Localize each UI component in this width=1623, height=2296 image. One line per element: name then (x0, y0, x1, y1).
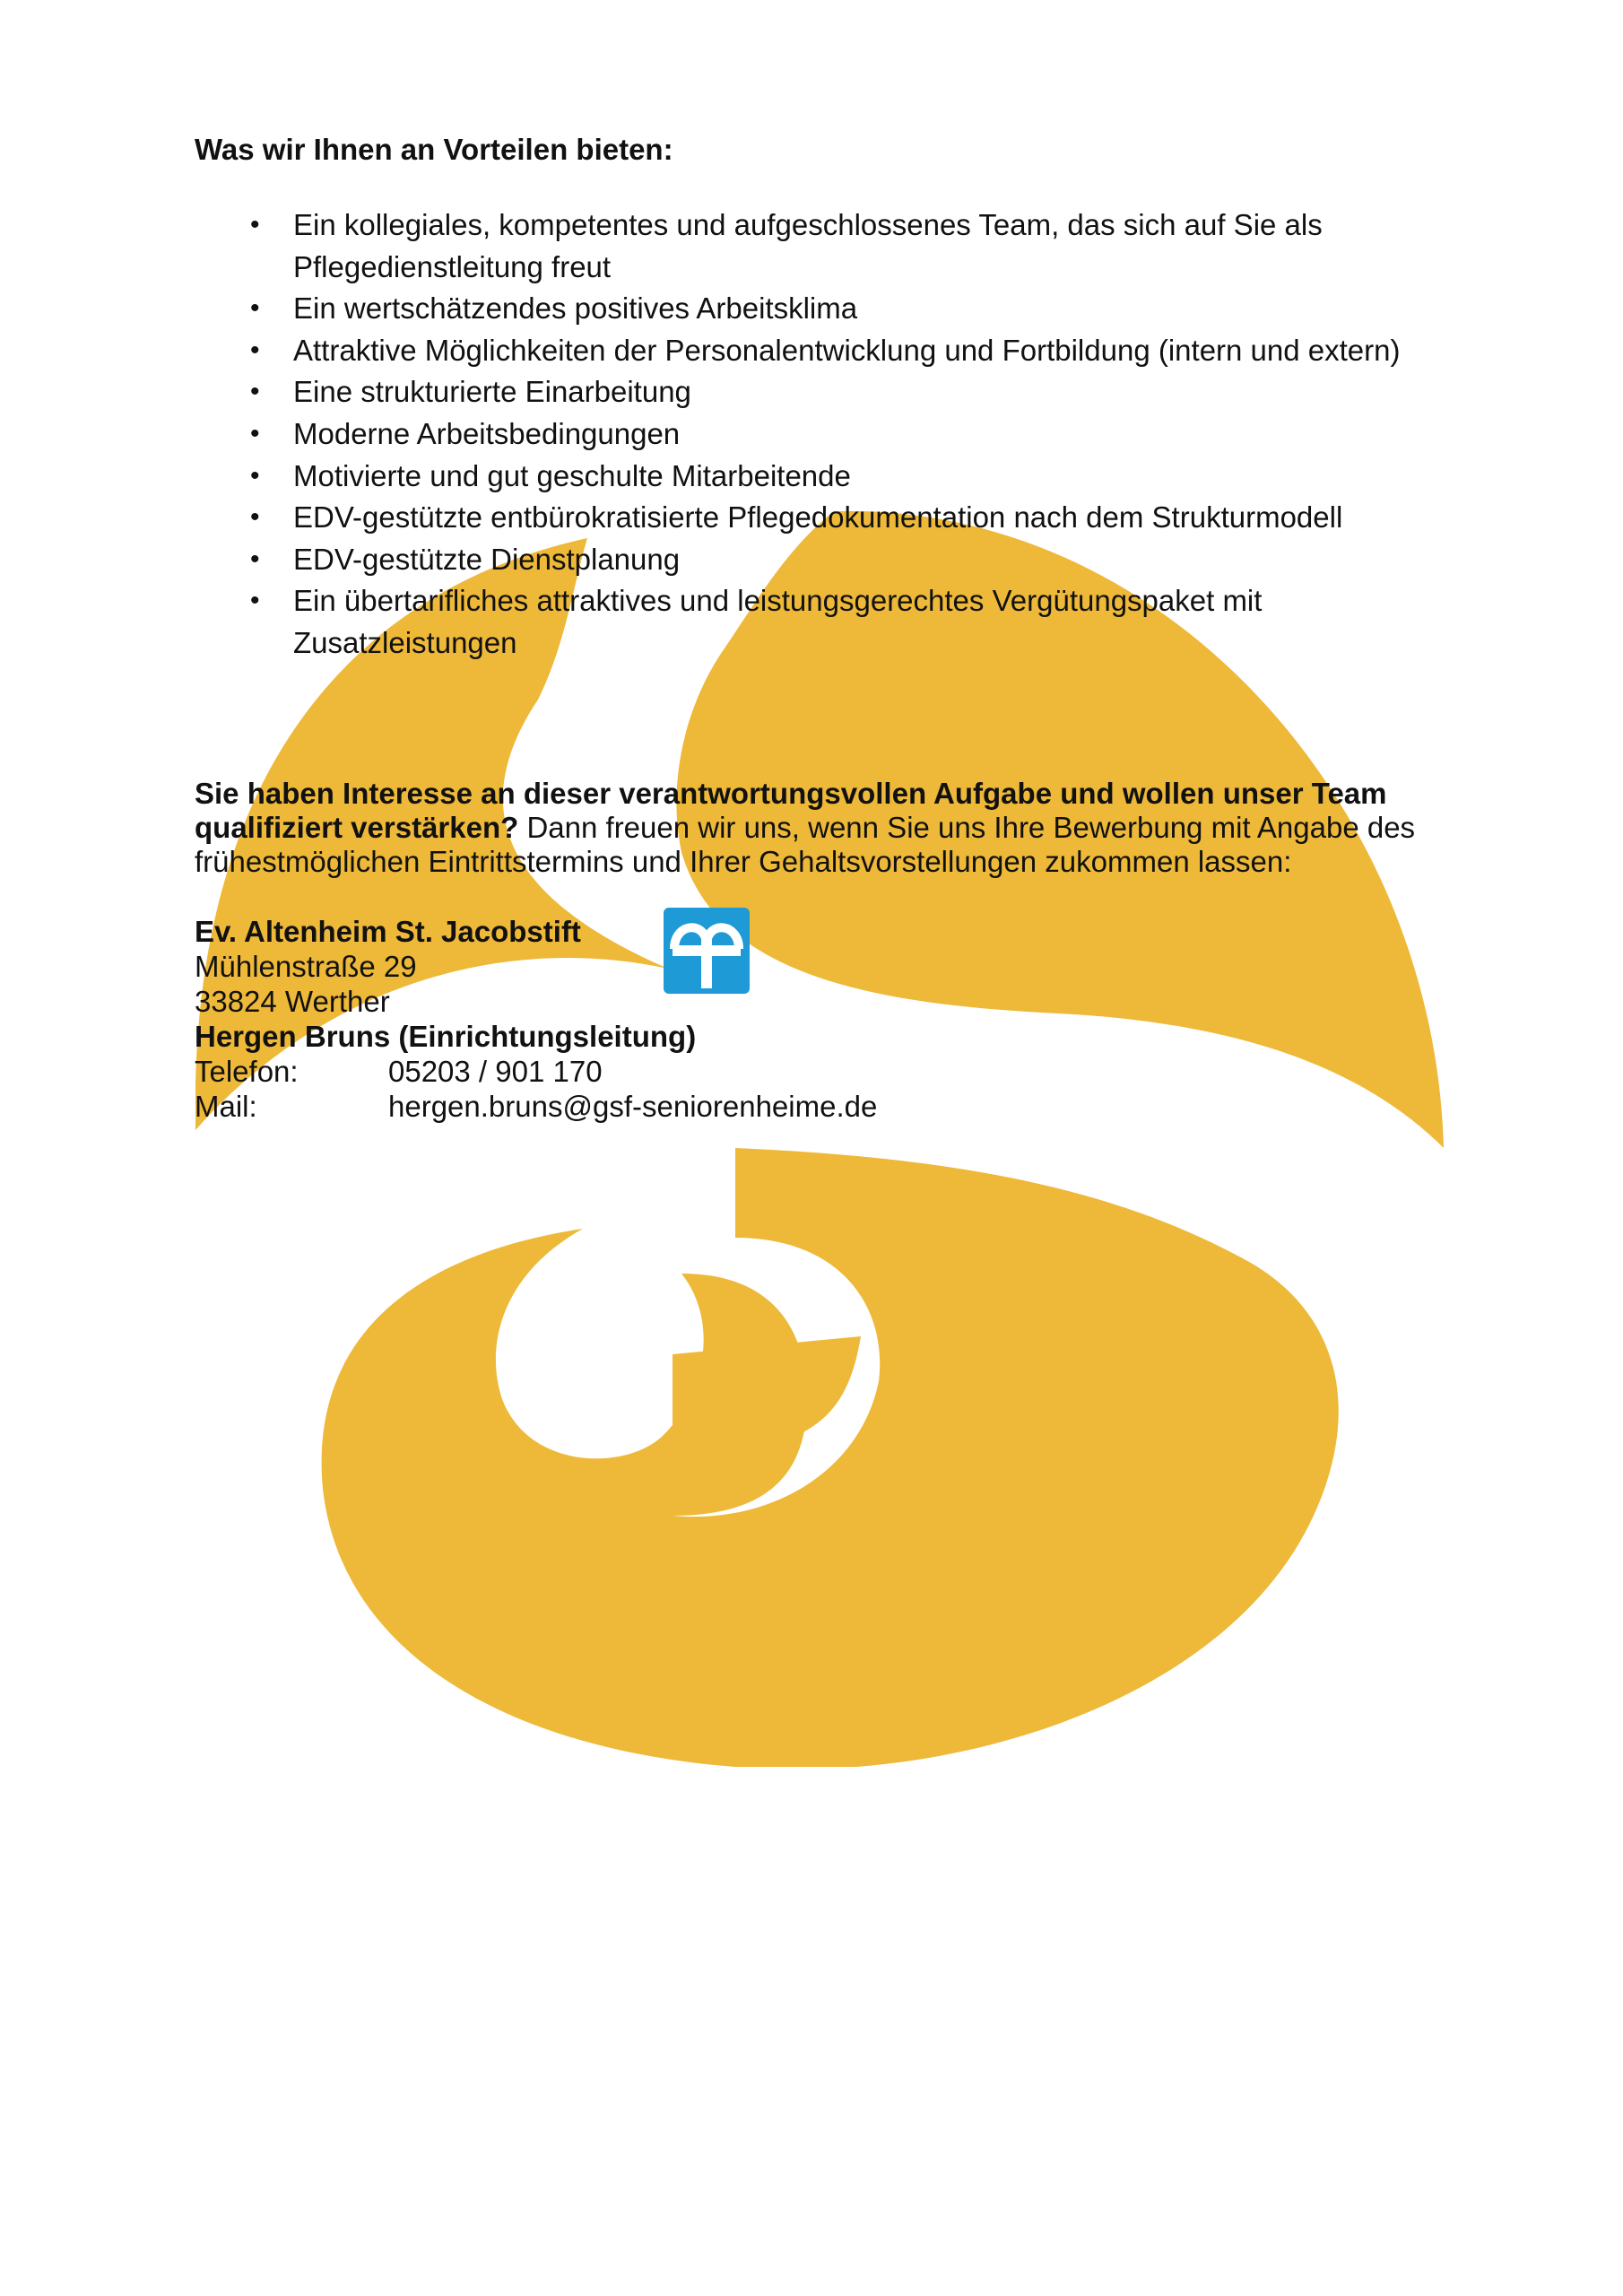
list-item: • Motivierte und gut geschulte Mitarbeitende (195, 456, 1450, 498)
phone-label: Telefon: (195, 1055, 299, 1088)
list-item: • Eine strukturierte Einarbeitung (195, 371, 1450, 413)
mail-row (195, 1089, 877, 1124)
phone-row (195, 1054, 877, 1089)
intro-bold: Sie haben Interesse an dieser verantwortungsvollen Aufgabe und wollen unser Team qualifiziert verstärken? (195, 777, 1387, 844)
bullet-icon: • (250, 460, 260, 491)
organization-name: Ev. Altenheim St. Jacobstift (195, 915, 581, 948)
bullet-icon: • (250, 377, 260, 407)
bullet-icon: • (250, 544, 260, 574)
bullet-icon: • (250, 293, 260, 324)
bullet-icon: • (250, 586, 260, 616)
list-item: • Moderne Arbeitsbedingungen (195, 413, 1450, 456)
bullet-icon: • (250, 210, 260, 239)
mail-address[interactable]: hergen.bruns@gsf-seniorenheime.de (388, 1090, 878, 1123)
list-item: • Ein übertarifliches attraktives und leistungsgerechtes Vergütungspaket mit Zusatzleistungen (195, 580, 1450, 664)
phone-number[interactable]: 05203 / 901 170 (388, 1055, 603, 1088)
list-item: • Ein kollegiales, kompetentes und aufgeschlossenes Team, das sich auf Sie als Pflegedienstleitung freut (195, 204, 1450, 288)
bullet-icon: • (250, 335, 260, 365)
list-item: • Ein wertschätzendes positives Arbeitsklima (195, 288, 1450, 330)
mail-label: Mail: (195, 1090, 257, 1123)
contact-block (195, 914, 877, 1124)
list-item: • Attraktive Möglichkeiten der Personalentwicklung und Fortbildung (intern und extern) (195, 330, 1450, 372)
benefits-list (195, 204, 1450, 665)
list-item: • EDV-gestützte Dienstplanung (195, 539, 1450, 581)
application-intro (195, 777, 1450, 879)
benefits-heading: Was wir Ihnen an Vorteilen bieten: (195, 133, 673, 166)
list-item: • EDV-gestützte entbürokratisierte Pflegedokumentation nach dem Strukturmodell (195, 497, 1450, 539)
street-address: Mühlenstraße 29 (195, 950, 417, 983)
contact-person: Hergen Bruns (Einrichtungsleitung) (195, 1020, 697, 1053)
diakonie-cross-icon (664, 908, 750, 994)
intro-text: Dann freuen wir uns, wenn Sie uns Ihre Bewerbung mit Angabe des frühestmöglichen Eintrittstermins und Ihrer Gehaltsvorstellungen zukommen lassen: (195, 811, 1416, 878)
city: 33824 Werther (195, 985, 390, 1018)
bullet-icon: • (250, 418, 260, 448)
bullet-icon: • (250, 502, 260, 533)
